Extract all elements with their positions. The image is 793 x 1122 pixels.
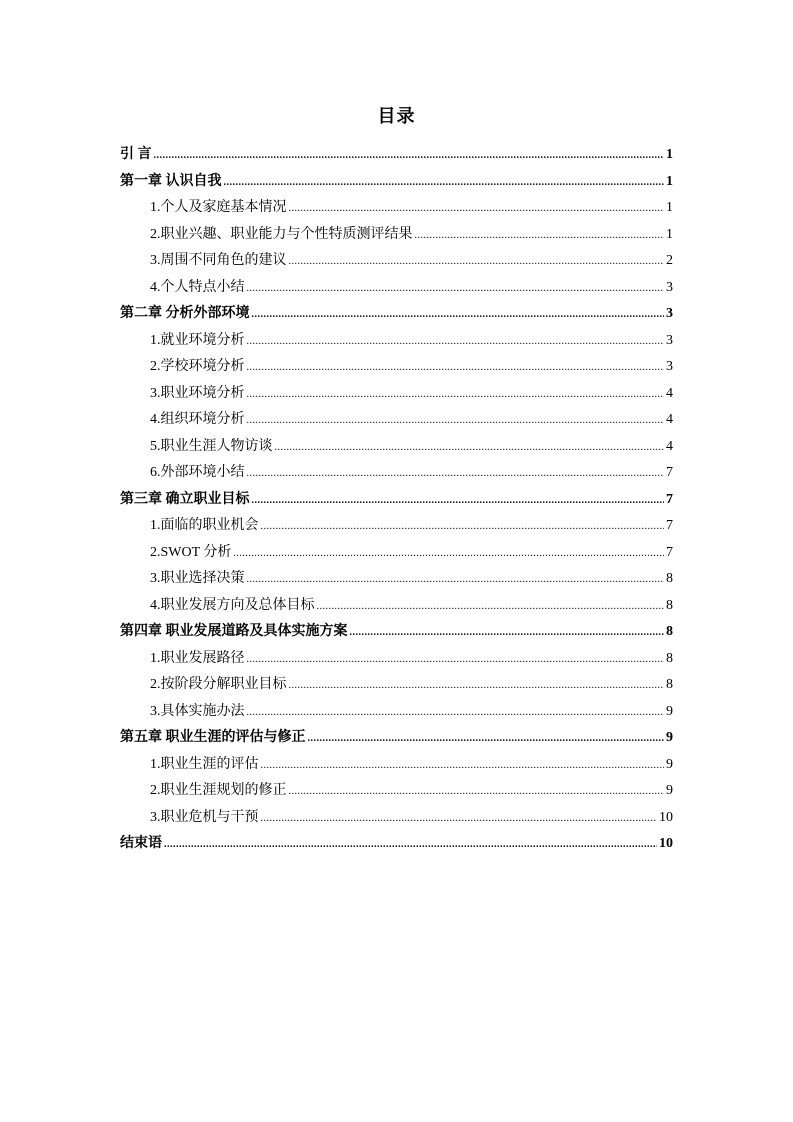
toc-entry-text: 4.职业发展方向及总体目标 — [150, 597, 315, 613]
toc-entry-text: 2.SWOT 分析 — [150, 544, 232, 560]
toc-dot-leader — [247, 355, 665, 382]
toc-dot-leader — [261, 806, 658, 833]
toc-page-number: 4 — [666, 385, 673, 401]
toc-page-number: 7 — [666, 491, 673, 507]
toc-page-number: 8 — [666, 677, 673, 692]
toc-dot-leader — [252, 488, 665, 515]
toc-page-number: 8 — [666, 624, 673, 639]
toc-section-entry[interactable] — [120, 513, 673, 540]
toc-entry-text: 3.周围不同角色的建议 — [150, 253, 287, 268]
toc-entry-text: 第二章 分析外部环境 — [120, 306, 250, 321]
toc-section-entry[interactable] — [120, 381, 673, 408]
toc-dot-leader — [415, 223, 665, 250]
toc-page-number: 9 — [666, 756, 673, 772]
toc-page-number: 3 — [666, 359, 673, 374]
toc-entry-text: 3.具体实施办法 — [150, 703, 245, 719]
toc-page-number: 1 — [666, 173, 673, 189]
toc-section-entry[interactable] — [120, 354, 673, 381]
toc-page-number: 9 — [666, 783, 673, 798]
toc-page-number: 3 — [666, 279, 673, 295]
toc-page-number: 8 — [666, 597, 673, 613]
toc-dot-leader — [247, 647, 665, 674]
toc-entry-text: 1.就业环境分析 — [150, 332, 245, 348]
toc-section-entry[interactable] — [120, 646, 673, 673]
toc-section-entry[interactable] — [120, 593, 673, 620]
toc-dot-leader — [224, 170, 665, 197]
toc-entry-text: 1.职业生涯的评估 — [150, 756, 259, 772]
toc-dot-leader — [252, 302, 665, 329]
toc-page-number: 3 — [666, 332, 673, 348]
toc-section-entry[interactable] — [120, 328, 673, 355]
toc-dot-leader — [247, 408, 665, 435]
toc-entry-text: 4.组织环境分析 — [150, 412, 245, 427]
toc-dot-leader — [350, 620, 665, 647]
toc-page-number: 7 — [666, 465, 673, 480]
toc-dot-leader — [247, 567, 665, 594]
toc-section-entry[interactable] — [120, 275, 673, 302]
toc-dot-leader — [247, 461, 665, 488]
toc-entry-text: 3.职业选择决策 — [150, 571, 245, 586]
toc-dot-leader — [164, 832, 657, 859]
toc-page-number: 8 — [666, 650, 673, 666]
toc-entry-text: 第五章 职业生涯的评估与修正 — [120, 730, 306, 745]
toc-entry-text: 引 言 — [120, 147, 152, 162]
toc-page-number: 1 — [666, 200, 673, 215]
toc-entry-text: 2.按阶段分解职业目标 — [150, 677, 287, 692]
toc-dot-leader — [261, 753, 665, 780]
toc-entry-text: 3.职业危机与干预 — [150, 809, 259, 825]
toc-entry-text: 第一章 认识自我 — [120, 173, 222, 189]
toc-page-number: 2 — [666, 253, 673, 268]
toc-dot-leader — [247, 382, 665, 409]
toc-page-number: 1 — [666, 226, 673, 242]
toc-title: 目录 — [377, 106, 416, 126]
toc-entry-text: 第四章 职业发展道路及具体实施方案 — [120, 624, 348, 639]
toc-dot-leader — [261, 514, 665, 541]
toc-dot-leader — [275, 435, 665, 462]
toc-section-entry[interactable] — [120, 752, 673, 779]
toc-chapter-entry[interactable] — [120, 725, 673, 752]
toc-dot-leader — [154, 143, 665, 170]
toc-section-entry[interactable] — [120, 407, 673, 434]
toc-page-number: 4 — [666, 438, 673, 454]
toc-page-number: 3 — [666, 306, 673, 321]
toc-chapter-entry[interactable] — [120, 831, 673, 858]
toc-dot-leader — [247, 329, 665, 356]
toc-page-number: 7 — [666, 544, 673, 560]
toc-entry-text: 2.职业兴趣、职业能力与个性特质测评结果 — [150, 226, 413, 242]
toc-entry-text: 结束语 — [120, 836, 162, 851]
toc-entry-text: 1.职业发展路径 — [150, 650, 245, 666]
toc-section-entry[interactable] — [120, 460, 673, 487]
toc-section-entry[interactable] — [120, 434, 673, 461]
toc-entry-text: 3.职业环境分析 — [150, 385, 245, 401]
toc-chapter-entry[interactable] — [120, 487, 673, 514]
toc-dot-leader — [289, 249, 665, 276]
toc-entry-text: 2.学校环境分析 — [150, 359, 245, 374]
toc-entry-text: 2.职业生涯规划的修正 — [150, 783, 287, 798]
toc-chapter-entry[interactable] — [120, 301, 673, 328]
toc-section-entry[interactable] — [120, 540, 673, 567]
toc-list — [120, 142, 673, 858]
toc-dot-leader — [247, 276, 665, 303]
toc-entry-text: 6.外部环境小结 — [150, 465, 245, 480]
toc-section-entry[interactable] — [120, 222, 673, 249]
toc-chapter-entry[interactable] — [120, 142, 673, 169]
toc-entry-text: 1.个人及家庭基本情况 — [150, 200, 287, 215]
toc-dot-leader — [289, 779, 665, 806]
toc-page-number: 8 — [666, 571, 673, 586]
toc-section-entry[interactable] — [120, 248, 673, 275]
toc-entry-text: 4.个人特点小结 — [150, 279, 245, 295]
toc-section-entry[interactable] — [120, 805, 673, 832]
toc-chapter-entry[interactable] — [120, 619, 673, 646]
toc-page-number: 9 — [666, 703, 673, 719]
toc-dot-leader — [247, 700, 665, 727]
toc-section-entry[interactable] — [120, 778, 673, 805]
toc-dot-leader — [308, 726, 665, 753]
toc-entry-text: 5.职业生涯人物访谈 — [150, 438, 273, 454]
toc-dot-leader — [233, 541, 664, 568]
toc-section-entry[interactable] — [120, 566, 673, 593]
toc-dot-leader — [317, 594, 665, 621]
toc-entry-text: 1.面临的职业机会 — [150, 518, 259, 533]
toc-page-number: 10 — [659, 809, 673, 825]
toc-section-entry[interactable] — [120, 195, 673, 222]
toc-dot-leader — [289, 196, 665, 223]
toc-page-number: 4 — [666, 412, 673, 427]
toc-section-entry[interactable] — [120, 672, 673, 699]
toc-page-number: 10 — [659, 836, 673, 851]
toc-entry-text: 第三章 确立职业目标 — [120, 491, 250, 507]
toc-page-number: 9 — [666, 730, 673, 745]
toc-page-number: 1 — [666, 147, 673, 162]
toc-dot-leader — [289, 673, 665, 700]
toc-section-entry[interactable] — [120, 699, 673, 726]
toc-chapter-entry[interactable] — [120, 169, 673, 196]
toc-page-number: 7 — [666, 518, 673, 533]
